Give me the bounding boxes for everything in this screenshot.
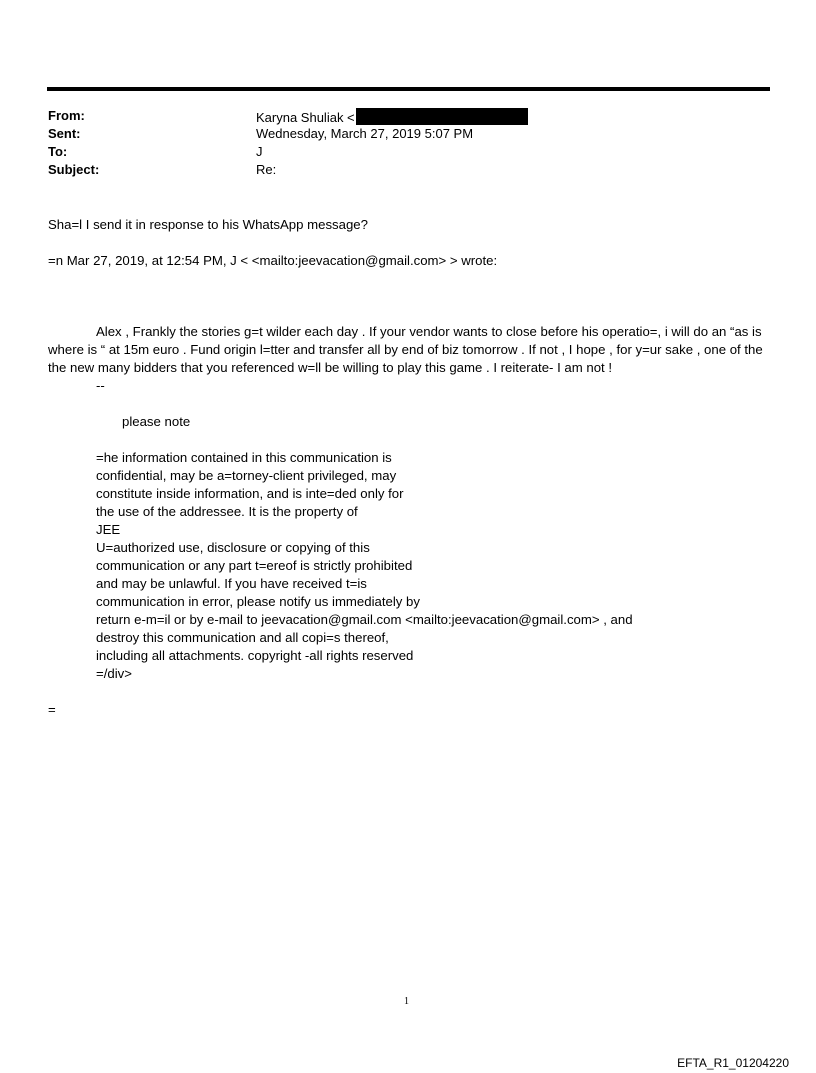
from-label: From: [48, 108, 85, 123]
disclaimer-line: =/div> [96, 666, 132, 681]
disclaimer-line: return e-m=il or by e-mail to jeevacation@gmail.com <mailto:jeevacation@gmail.com> , and [96, 612, 633, 627]
from-value [256, 108, 528, 126]
disclaimer-line: communication or any part t=ereof is strictly prohibited [96, 558, 413, 573]
trailing-equals: = [48, 702, 56, 717]
page-number: 1 [404, 996, 409, 1007]
from-name: Karyna Shuliak < [256, 110, 355, 125]
signature-dashes: -- [96, 378, 105, 393]
disclaimer-line: the use of the addressee. It is the property of [96, 504, 358, 519]
disclaimer-line: confidential, may be a=torney-client privileged, may [96, 468, 397, 483]
subject-label: Subject: [48, 162, 100, 177]
disclaimer-line: and may be unlawful. If you have received t=is [96, 576, 367, 591]
disclaimer-line: destroy this communication and all copi=s thereof, [96, 630, 389, 645]
please-note: please note [122, 414, 191, 429]
redaction-box [356, 108, 528, 125]
disclaimer-line: including all attachments. copyright -all rights reserved [96, 648, 414, 663]
quoted-message: Alex , Frankly the stories g=t wilder each day . If your vendor wants to close before his operatio=, i will do an “as is where is “ at 15m euro . Fund origin l=tter and transfer all by end of biz tomorrow . If not , I hope , for y=ur sake , one of the the new many bidders that you referenced w=ll be willing to play this game . I reiterate- I am not ! [48, 324, 763, 375]
header-rule [47, 87, 770, 91]
disclaimer-line: =he information contained in this communication is [96, 450, 392, 465]
subject-value: Re: [256, 162, 277, 177]
disclaimer-line: JEE [96, 522, 121, 537]
sent-label: Sent: [48, 126, 81, 141]
quoted-header-line: =n Mar 27, 2019, at 12:54 PM, J < <mailto:jeevacation@gmail.com> > wrote: [48, 253, 498, 268]
disclaimer-line: constitute inside information, and is inte=ded only for [96, 486, 404, 501]
disclaimer-line: communication in error, please notify us immediately by [96, 594, 420, 609]
to-value: J [256, 144, 263, 159]
sent-value: Wednesday, March 27, 2019 5:07 PM [256, 126, 474, 141]
reply-line: Sha=l I send it in response to his WhatsApp message? [48, 217, 368, 232]
to-label: To: [48, 144, 68, 159]
document-id: EFTA_R1_01204220 [677, 1056, 789, 1070]
disclaimer-line: U=authorized use, disclosure or copying of this [96, 540, 370, 555]
